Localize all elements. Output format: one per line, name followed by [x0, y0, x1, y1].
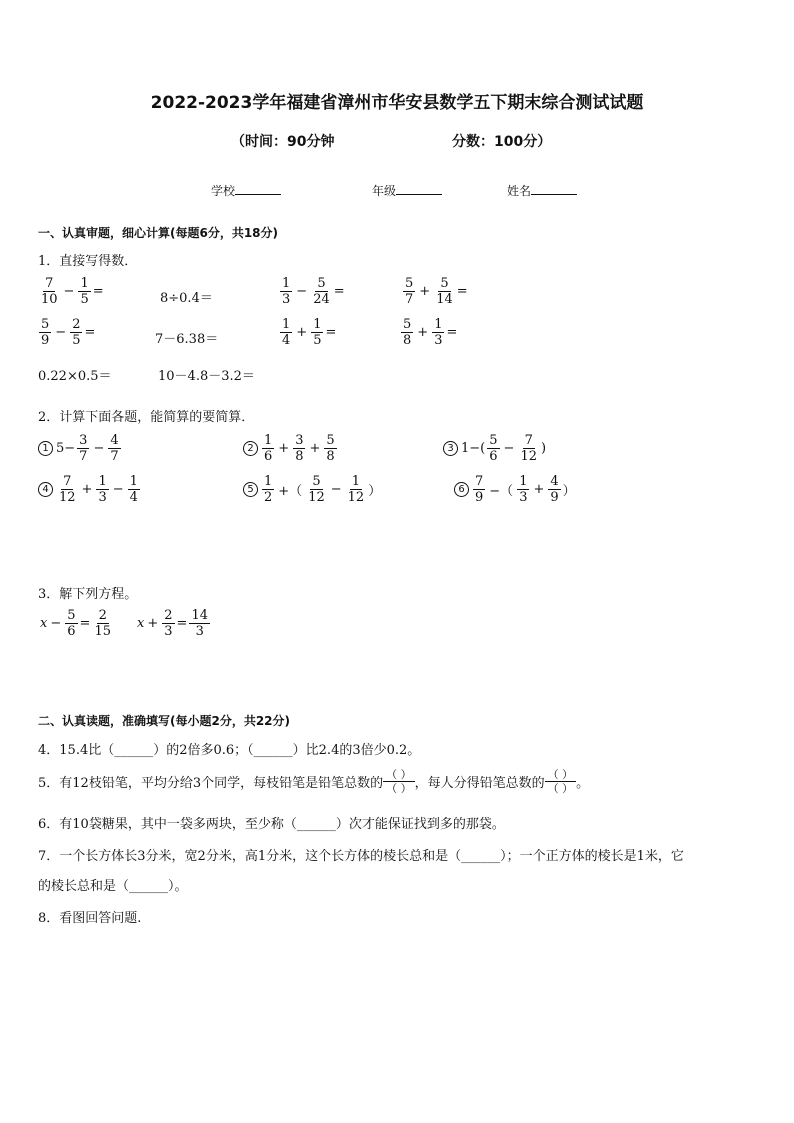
- q2-item-2: 2 $\frac{1}{6}$ + $\frac{3}{8}$ + $\frac{5}{8}$: [243, 433, 338, 464]
- page-title: 2022-2023学年福建省漳州市华安县数学五下期末综合测试试题: [150, 93, 644, 113]
- question-6: 6．有10袋糖果，其中一袋多两块，至少称（______）次才能保证找到多的那袋。: [38, 817, 505, 832]
- school-label: 学校: [211, 184, 236, 198]
- q1-item-j: 10－4.8－3.2＝: [158, 369, 255, 384]
- number-circle-2: 2: [243, 441, 258, 456]
- question-8: 8．看图回答问题.: [38, 911, 142, 926]
- grade-field: [372, 182, 442, 199]
- q2-item-6: 6 $\frac{7}{9}$ −（ $\frac{1}{3}$ + $\frac{4}{9}$ ）: [454, 474, 576, 505]
- q3-equation-2: x + $\frac{2}{3}$ = $\frac{14}{3}$: [137, 608, 208, 639]
- q1-item-d: $\frac{5}{7}$ + $\frac{5}{14}$ =: [405, 276, 468, 307]
- name-blank: [531, 182, 577, 195]
- question-1: 1．直接写得数．: [38, 254, 138, 269]
- q1-item-a: $\frac{7}{10}$ − $\frac{1}{5}$ =: [41, 276, 104, 307]
- q1-item-e: $\frac{5}{9}$ − $\frac{2}{5}$ =: [41, 317, 96, 348]
- score-label: 分数：100分）: [452, 134, 552, 150]
- name-label: 姓名: [507, 184, 532, 198]
- question-3: 3．解下列方程。: [38, 587, 138, 602]
- section-1-heading: 一、认真审题，细心计算(每题6分，共18分): [38, 226, 279, 240]
- number-circle-5: 5: [243, 482, 258, 497]
- q5-text-a: 5．有12枝铅笔，平均分给3个同学，每枝铅笔是铅笔总数的: [38, 776, 384, 791]
- question-2: 2．计算下面各题，能简算的要简算．: [38, 410, 255, 425]
- number-circle-3: 3: [443, 441, 458, 456]
- q1-item-h: $\frac{5}{8}$ + $\frac{1}{3}$ =: [403, 317, 458, 348]
- q1-item-b: 8÷0.4＝: [160, 291, 213, 306]
- question-4: 4．15.4比（______）的2倍多0.6；（______）比2.4的3倍少0.2。: [38, 743, 421, 758]
- time-label: （时间：90分钟: [231, 134, 335, 150]
- q2-item-5: 5 $\frac{1}{2}$ +（ $\frac{5}{12}$ − $\frac{1}{12}$ ）: [243, 474, 381, 505]
- question-7-line-2: 的棱长总和是（______）。: [38, 879, 188, 894]
- number-circle-1: 1: [38, 441, 53, 456]
- question-7-line-1: 7．一个长方体长3分米，宽2分米，高1分米，这个长方体的棱长总和是（______）；一个正方体的棱长是1米，它: [38, 849, 684, 864]
- school-blank: [235, 182, 281, 195]
- q3-equation-1: x − $\frac{5}{6}$ = $\frac{2}{15}$: [40, 608, 111, 639]
- number-circle-6: 6: [454, 482, 469, 497]
- q1-item-g: $\frac{1}{4}$ + $\frac{1}{5}$ =: [282, 317, 337, 348]
- q2-item-1: 1 5− $\frac{3}{7}$ − $\frac{4}{7}$: [38, 433, 122, 464]
- q5-text-c: 。: [576, 776, 590, 791]
- question-5: [38, 768, 589, 795]
- q1-item-f: 7－6.38＝: [155, 332, 219, 347]
- q2-item-3: 3 1−( $\frac{5}{6}$ − $\frac{7}{12}$ ): [443, 433, 546, 464]
- q1-item-i: 0.22×0.5＝: [38, 369, 112, 384]
- q2-item-4: 4 $\frac{7}{12}$ + $\frac{1}{3}$ − $\frac{1}{4}$: [38, 474, 141, 505]
- school-field: [211, 182, 281, 199]
- q5-fraction-blank-2: （ ） （ ）: [545, 768, 577, 795]
- section-2-heading: 二、认真读题，准确填写(每小题2分，共22分): [38, 714, 291, 728]
- q5-fraction-blank-1: （ ） （ ）: [383, 768, 415, 795]
- grade-blank: [396, 182, 442, 195]
- q1-item-c: $\frac{1}{3}$ − $\frac{5}{24}$ =: [282, 276, 345, 307]
- q5-text-b: ，每人分得铅笔总数的: [414, 776, 545, 791]
- number-circle-4: 4: [38, 482, 53, 497]
- grade-label: 年级: [372, 184, 397, 198]
- name-field: [507, 182, 577, 199]
